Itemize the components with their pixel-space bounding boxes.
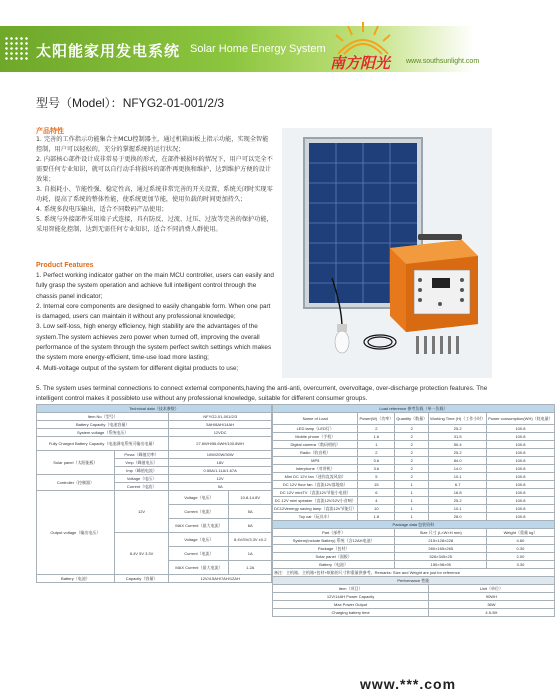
load-row-cell: 6 xyxy=(358,489,395,497)
performance-title: Performance 性能 xyxy=(273,577,555,585)
tech-title: Technical data（技术参数） xyxy=(37,405,272,413)
load-row xyxy=(273,457,555,465)
tech-label: Current（电流） xyxy=(169,547,229,561)
tech-value: 27.6WH/56.6WH/100.8WH xyxy=(169,437,272,451)
load-row xyxy=(273,449,555,457)
load-row xyxy=(273,481,555,489)
load-row-cell: 2 xyxy=(395,457,429,465)
tech-label: Vmp（峰值电压） xyxy=(114,459,169,467)
load-row xyxy=(273,473,555,481)
performance-row-cell: Max Power Output xyxy=(273,601,429,609)
tech-value: 12V xyxy=(169,475,272,483)
package-row-cell: Package（包材） xyxy=(273,545,395,553)
load-row-cell: 10.1 xyxy=(429,505,487,513)
tech-value: 6A xyxy=(229,519,272,533)
load-row xyxy=(273,505,555,513)
feature-zh-3: 3. 自损耗小、节能性强、稳定性高，通过系统非常完善的开关设置，系统关闭时实现零功耗，提高了系统的整体性能，使系统更加节能，使用负载的时间更加持久； xyxy=(36,186,273,203)
load-row xyxy=(273,497,555,505)
tech-value: 1.2A xyxy=(229,561,272,575)
tech-value: 0.55A/1.11A/1.67A xyxy=(169,467,272,475)
load-row-cell: Digital camera（数码相机） xyxy=(273,441,358,449)
package-header: Weight（重量 kg） xyxy=(487,529,554,537)
load-row-cell: 2 xyxy=(395,433,429,441)
package-row-cell: 215×128×228 xyxy=(395,537,487,545)
tech-value: 8.4V/5V/3.3V ±0.2 xyxy=(229,533,272,547)
performance-header: Item（项目） xyxy=(273,585,429,593)
package-row-cell: 4.60 xyxy=(487,537,554,545)
tech-value: 5A xyxy=(229,505,272,519)
tech-value: 12V/4.5AH/7AH/12AH xyxy=(169,575,272,583)
package-row xyxy=(273,561,555,569)
package-row-cell: System(Include Battery) 系统（含12AH电池） xyxy=(273,537,395,545)
title-banner xyxy=(0,26,516,72)
load-row-cell: 100.8 xyxy=(487,473,554,481)
tech-label: Capacity（容量） xyxy=(114,575,169,583)
load-row-cell: 2 xyxy=(358,425,395,433)
load-row-cell: 100.8 xyxy=(487,433,554,441)
package-row xyxy=(273,545,555,553)
feature-zh-1: 1. 完善的工作指示功能集合主MCU控制器主，通过机箱面板上指示功能，实现全智能控制，用户可以轻松的，充分的掌握系统的运行状况； xyxy=(36,136,269,153)
tech-value: 5AH/8AH/14AH xyxy=(169,421,272,429)
tech-label: MAX Current（最大电流） xyxy=(169,561,229,575)
load-row-cell: 100.8 xyxy=(487,497,554,505)
battery-label: Battery（电池） xyxy=(37,575,115,583)
watermark-text: www.***.com xyxy=(360,676,457,692)
load-row-cell: 0.6 xyxy=(358,457,395,465)
tech-label: Pmax（峰值功率） xyxy=(114,451,169,459)
load-row-cell: LED lamp（LED灯） xyxy=(273,425,358,433)
tech-label: Current（电流） xyxy=(169,505,229,519)
load-row-cell: Mobile phone（手机） xyxy=(273,433,358,441)
load-row xyxy=(273,441,555,449)
tech-value: 5A xyxy=(169,483,272,491)
features-zh-list xyxy=(36,135,274,235)
load-row-cell: 3.6 xyxy=(358,465,395,473)
tech-label: System voltage（系统电压） xyxy=(37,429,169,437)
load-row-cell: DC 12V floor fan（直流12V落地扇） xyxy=(273,481,358,489)
feature-en-2: 2. Internal core components are designed to easily changable form. When one part is damaged, users can maintain it without any professional knowledge; xyxy=(36,302,271,321)
load-row-cell: 1 xyxy=(395,481,429,489)
features-en-title: Product Features xyxy=(36,262,94,269)
package-row-cell: Battery（电池） xyxy=(273,561,395,569)
package-row xyxy=(273,537,555,545)
tech-label: Voltage（电压） xyxy=(114,475,169,483)
load-row-cell: 10 xyxy=(358,505,395,513)
technical-data-table xyxy=(36,404,272,583)
package-row-cell: 260×165×265 xyxy=(395,545,487,553)
package-header: Part（部件） xyxy=(273,529,395,537)
package-header: Size 尺寸 (L×W×H mm) xyxy=(395,529,487,537)
load-row-cell: Mini DC 12V fan（迷你直流风扇） xyxy=(273,473,358,481)
website-link[interactable]: www.southsunlight.com xyxy=(406,58,480,65)
load-row xyxy=(273,433,555,441)
feature-en-5: 5. The system uses terminal connections to connect external components,having the anti-anti, overcurrent, overvoltage, over-discharge protection features. The intelligent control makes it possibleto use without any professional knowledge, suitable for different consumer groups. xyxy=(36,385,488,403)
performance-row-cell: 12V/14AH Power Capacity xyxy=(273,593,429,601)
package-row-cell: 2.00 xyxy=(487,553,554,561)
dot-pattern-icon xyxy=(4,36,30,62)
performance-row-cell: Charging battery time xyxy=(273,609,429,617)
banner-title-zh: 太阳能家用发电系统 xyxy=(36,43,181,60)
load-row-cell: 5 xyxy=(358,473,395,481)
package-row-cell: 0.30 xyxy=(487,545,554,553)
load-row-cell: 100.8 xyxy=(487,441,554,449)
model-label: 型号（Model）： xyxy=(36,96,123,110)
feature-zh-2: 2. 内部核心部件设计成非常易于更换的形式，在部件被损坏的情况下，用户可以完全不需要任何专业知识，就可以自行动手将损坏的部件再更换和维护，达到维护方便的设计效果； xyxy=(36,156,273,183)
feature-zh-5: 5. 系统与外接部件采用端子式连接，具有防反、过流、过压、过放等完善的保护功能，采用智能化控制，达到无需任何专业知识，适合不同消费人群使用。 xyxy=(36,216,273,233)
load-row-cell: 25.2 xyxy=(429,497,487,505)
load-row-cell: 100.8 xyxy=(487,457,554,465)
load-row-cell: 14.0 xyxy=(429,465,487,473)
controller-label: Controller（控制器） xyxy=(37,475,115,491)
solar-panel-label: Solar panel（太阳能板） xyxy=(37,451,115,475)
feature-en-4: 4. Multi-voltage output of the system for different digital products to use; xyxy=(36,364,239,372)
brand-logo-text: 南方阳光 xyxy=(330,55,391,72)
package-row-cell: 3.30 xyxy=(487,561,554,569)
load-row-cell: 1.8 xyxy=(358,513,395,521)
features-zh-title: 产品特性 xyxy=(36,128,64,135)
load-row-cell: 28.0 xyxy=(429,513,487,521)
tech-label: Voltage（电压） xyxy=(169,533,229,547)
load-row-cell: 25.2 xyxy=(429,425,487,433)
load-row xyxy=(273,489,555,497)
package-row-cell: 150×98×95 xyxy=(395,561,487,569)
package-title: Package data 包装资料 xyxy=(273,521,555,529)
load-row-cell: 2 xyxy=(395,425,429,433)
tech-value: 18V xyxy=(169,459,272,467)
load-header: Name of Load xyxy=(273,413,358,425)
tech-label: Imp（峰值电流） xyxy=(114,467,169,475)
tech-value: 10W/20W/30W xyxy=(169,451,272,459)
package-rows xyxy=(273,537,555,569)
package-note: 备注：主机箱、主机箱+包材+纸箱的尺寸和重量供参考。Remarks: Size and Weight are just for reference xyxy=(273,569,555,577)
model-heading xyxy=(36,94,224,111)
load-header: Power consumption(WH)（耗电量） xyxy=(487,413,554,425)
product-image xyxy=(282,128,492,378)
performance-row-cell: 90WH xyxy=(429,593,555,601)
load-row-cell: 25.2 xyxy=(429,449,487,457)
load-row-cell: MP5 xyxy=(273,457,358,465)
performance-row xyxy=(273,601,555,609)
load-row-cell: 84.0 xyxy=(429,457,487,465)
output-5v: 8.4V 5V 3.3V xyxy=(114,533,169,575)
load-row-cell: 100.8 xyxy=(487,449,554,457)
tech-value: 12VDC xyxy=(169,429,272,437)
load-header: Power(W)（功率） xyxy=(358,413,395,425)
load-row-cell: 15 xyxy=(358,481,395,489)
performance-row xyxy=(273,609,555,617)
load-row-cell: 100.8 xyxy=(487,465,554,473)
load-row-cell: 2 xyxy=(358,449,395,457)
performance-row-cell: 4.5-5H xyxy=(429,609,555,617)
load-row xyxy=(273,425,555,433)
power-box-icon xyxy=(390,234,478,332)
load-row-cell: 100.8 xyxy=(487,513,554,521)
load-reference-table xyxy=(272,404,555,617)
load-row-cell: 2 xyxy=(395,449,429,457)
load-row-cell: 6.7 xyxy=(429,481,487,489)
load-row-cell: 1 xyxy=(395,513,429,521)
load-row-cell: Radio（收音机） xyxy=(273,449,358,457)
load-row-cell: 4 xyxy=(358,497,395,505)
load-row-cell: 100.8 xyxy=(487,425,554,433)
load-row-cell: 1 xyxy=(358,441,395,449)
banner-title-en: Solar Home Energy System xyxy=(190,43,326,55)
load-row-cell: 1 xyxy=(395,505,429,513)
load-row-cell: 10.1 xyxy=(429,473,487,481)
load-row-cell: Interphone（对讲机） xyxy=(273,465,358,473)
feature-en-1: 1. Perfect working indicator gather on the main MCU controller, users can easily and fully grasp the system operation and achieve full intelligent control through the chassis panel indicator; xyxy=(36,272,274,300)
tech-label: Current（电流） xyxy=(114,483,169,491)
load-row-cell: 100.8 xyxy=(487,505,554,513)
load-row xyxy=(273,513,555,521)
load-row-cell: 2 xyxy=(395,473,429,481)
load-row-cell: 1 xyxy=(395,497,429,505)
tech-label: Voltage（电压） xyxy=(169,491,229,505)
package-row xyxy=(273,553,555,561)
features-en-list-a xyxy=(36,271,274,374)
load-rows xyxy=(273,425,555,521)
tech-label: Battery Capacity（电池容量） xyxy=(37,421,169,429)
load-row-cell: 100.8 xyxy=(487,481,554,489)
performance-rows xyxy=(273,593,555,617)
load-row-cell: DC12Venergy saving lamp（直流12V节能灯） xyxy=(274,505,357,511)
load-row-cell: 2 xyxy=(395,441,429,449)
tech-label: Item No（型号） xyxy=(37,413,169,421)
output-12v: 12V xyxy=(114,491,169,533)
load-row-cell: 31.5 xyxy=(429,433,487,441)
tech-value: NFYG2-01-001/2/3 xyxy=(169,413,272,421)
output-voltage-label: Output voltage（输出电压） xyxy=(37,491,115,575)
package-row-cell: 526×345×25 xyxy=(395,553,487,561)
load-row-cell: 100.8 xyxy=(487,489,554,497)
load-row-cell: 1.6 xyxy=(358,433,395,441)
performance-row-cell: 36W xyxy=(429,601,555,609)
tech-label: MAX Current（最大电流） xyxy=(169,519,229,533)
load-row xyxy=(273,465,555,473)
performance-header: Unit（单位） xyxy=(429,585,555,593)
load-row-cell: Toy car（玩具车） xyxy=(273,513,358,521)
model-value: NFYG2-01-001/2/3 xyxy=(122,96,225,110)
load-row-cell: 16.8 xyxy=(429,489,487,497)
load-title: Load reference 参考负载（单一负载） xyxy=(273,405,555,413)
performance-row xyxy=(273,593,555,601)
features-en-list-b xyxy=(36,384,488,405)
feature-en-3: 3. Low self-loss, high energy efficiency, high stability are the advantages of the system.The system achieves zero power when turned off, improving the overall performance of the system through the system perfect switch settings which makes the system more energy-efficient, time-use load more lasting; xyxy=(36,323,272,362)
tech-value: 1A xyxy=(229,547,272,561)
tech-label: Fully Charged Battery Capacity（电池满电系统可输出电量） xyxy=(37,437,169,451)
load-row-cell: 50.4 xyxy=(429,441,487,449)
package-row-cell: Solar panel（面板） xyxy=(273,553,395,561)
load-row-cell: 1 xyxy=(395,489,429,497)
load-header: Quantity（数量） xyxy=(395,413,429,425)
load-row-cell: 2 xyxy=(395,465,429,473)
load-row-cell: DC 12V miniTV（直流12V节能小电视） xyxy=(273,489,358,497)
feature-zh-4: 4. 系统多段电压输出，适合不同数码产品使用； xyxy=(36,206,168,213)
tech-value: 10.8-14.8V xyxy=(229,491,272,505)
load-header: Working Time (H)（工作小时） xyxy=(429,413,487,425)
load-row-cell: DC 12V mini speaker（直流12V/12V小音响） xyxy=(273,497,358,505)
